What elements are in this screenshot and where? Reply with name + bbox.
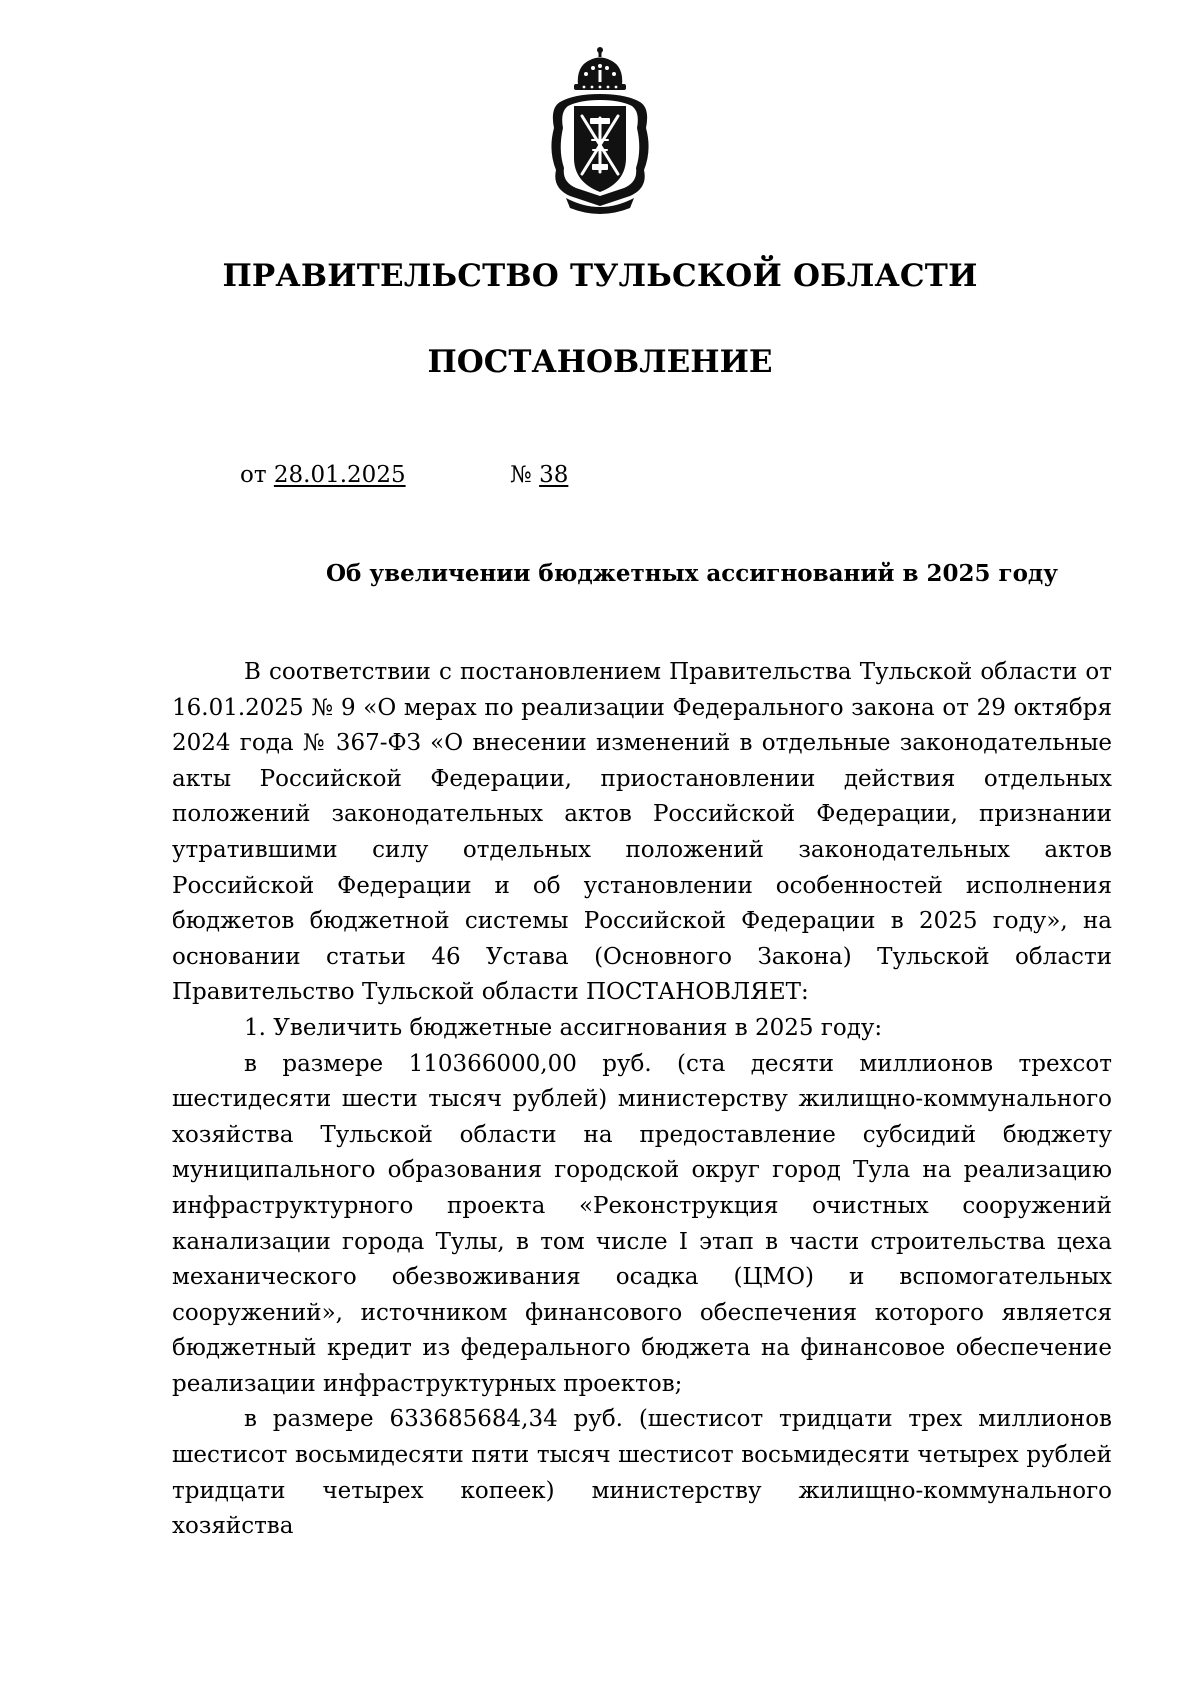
body-paragraph: в размере 633685684,34 руб. (шестисот тридцати трех миллионов шестисот восьмидесяти пяти тысяч шестисот восьмидесяти четырех рублей тридцати четырех копеек) министерству жилищно-коммунального хозяйства bbox=[172, 1406, 1112, 1540]
date-prefix: от bbox=[240, 462, 267, 488]
number-prefix: № bbox=[510, 462, 532, 488]
coat-of-arms-icon bbox=[546, 46, 654, 214]
body-paragraph: 1. Увеличить бюджетные ассигнования в 2025 году: bbox=[244, 1014, 883, 1041]
document-type: ПОСТАНОВЛЕНИЕ bbox=[427, 344, 773, 380]
document-subject: Об увеличении бюджетных ассигнований в 2025 году bbox=[326, 560, 1058, 587]
document-number: 38 bbox=[539, 462, 569, 488]
document-body bbox=[172, 655, 1112, 1545]
document-date: 28.01.2025 bbox=[273, 462, 406, 488]
document-number-block bbox=[510, 462, 568, 488]
document-meta bbox=[240, 462, 569, 488]
body-paragraph: в размере 110366000,00 руб. (ста десяти миллионов трехсот шестидесяти шести тысяч рублей) министерству жилищно-коммунального хозяйства Тульской области на предоставление субсидий бюджету муниципального образования городской округ город Тула на реализацию инфраструктурного проекта «Реконструкция очистных сооружений канализации города Тулы, в том числе I этап в части строительства цеха механического обезвоживания осадка (ЦМО) и вспомогательных сооружений», источником финансового обеспечения которого является бюджетный кредит из федерального бюджета на финансовое обеспечение реализации инфраструктурных проектов; bbox=[172, 1050, 1112, 1397]
body-paragraph: В соответствии с постановлением Правительства Тульской области от 16.01.2025 № 9 «О мерах по реализации Федерального закона от 29 октября 2024 года № 367-ФЗ «О внесении изменений в отдельные законодательные акты Российской Федерации, приостановлении действия отдельных положений законодательных актов Российской Федерации, признании утратившими силу отдельных положений законодательных актов Российской Федерации и об установлении особенностей исполнения бюджетов бюджетной системы Российской Федерации в 2025 году», на основании статьи 46 Устава (Основного Закона) Тульской области Правительство Тульской области ПОСТАНОВЛЯЕТ: bbox=[172, 659, 1112, 1006]
government-title: ПРАВИТЕЛЬСТВО ТУЛЬСКОЙ ОБЛАСТИ bbox=[222, 258, 978, 294]
